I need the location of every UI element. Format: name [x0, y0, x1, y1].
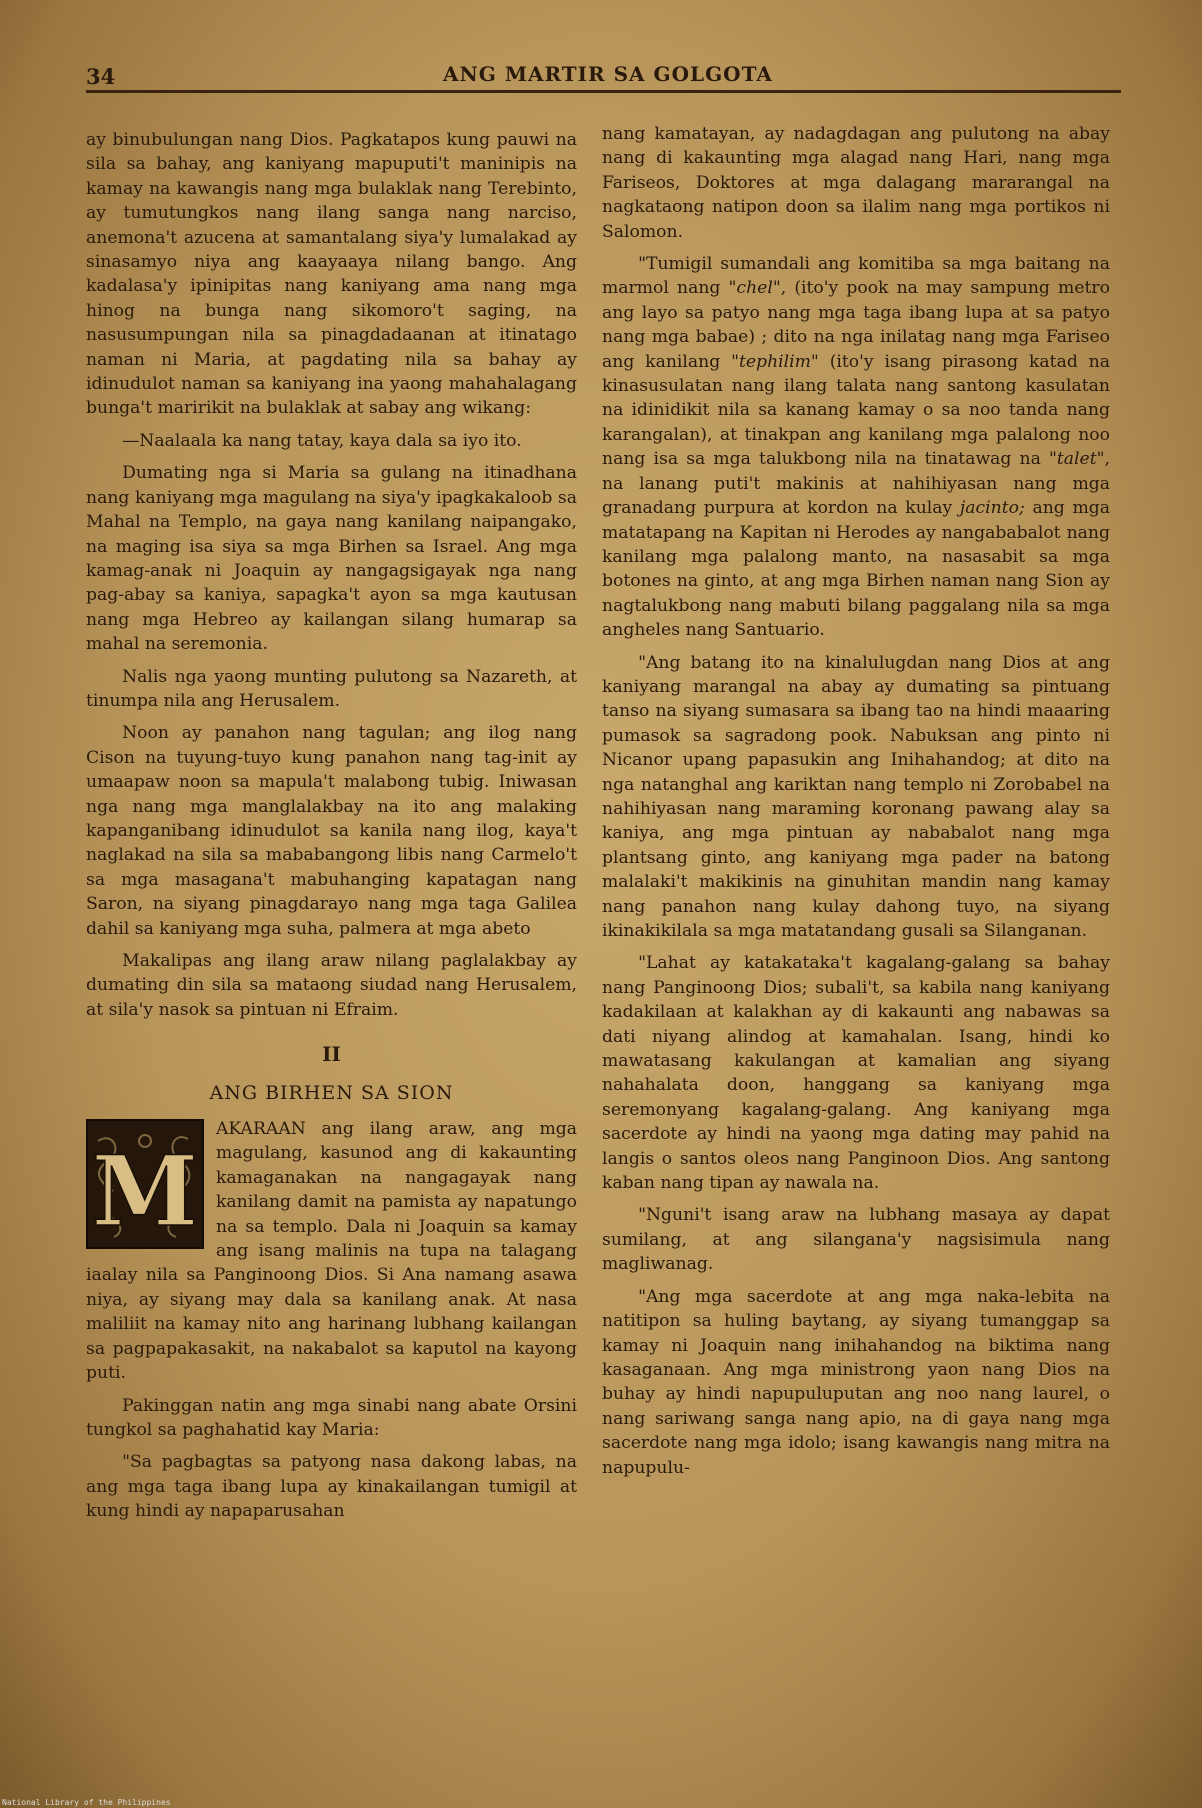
left-paragraph-4: Nalis nga yaong munting pulutong sa Nazareth, at tinumpa nila ang Herusalem.: [86, 666, 577, 711]
right-column: [602, 122, 1110, 1488]
left-paragraph-9: "Sa pagbagtas sa patyong nasa dakong labas, na ang mga taga ibang lupa ay kinakailangan tumigil at kung hindi ay napaparusahan: [86, 1452, 577, 1522]
left-column: [86, 128, 577, 1532]
left-paragraph-8: Pakinggan natin ang mga sinabi nang abate Orsini tungkol sa paghahatid kay Maria:: [86, 1395, 577, 1440]
left-paragraph-3: Dumating nga si Maria sa gulang na itinadhana nang kaniyang mga magulang na siya'y ipagkakaloob sa Mahal na Templo, na gaya nang kanilang naipangako, na maging isa siya sa mga Birhen sa Israel. Ang mga kamag-anak ni Joaquin ay nangagsigayak nga nang pag-abay sa kaniya, sapagka't ayon sa mga kautusan nang mga Hebreo ay kailangan silang humarap sa mahal na seremonia.: [86, 463, 577, 655]
text-run: , (ito'y pook na may sampung metro ang layo sa patyo nang mga taga ibang lupa at sa patyo nang mga babae) ; dito na nga inilatag nang mga Fariseo ang kanilang: [602, 278, 1110, 372]
term-chel: "chel": [728, 278, 781, 299]
left-paragraph-6: Makalipas ang ilang araw nilang paglalakbay ay dumating din sila sa mataong siudad nang Herusalem, at sila'y nasok sa pintuan ni Efraim.: [86, 951, 577, 1020]
left-paragraph-7: AKARAAN ang ilang araw, ang mga magulang, kasunod ang di kakaunting kamaganakan na nangagayak nang kanilang damit na pamista ay napatungo na sa templo. Dala ni Joaquin sa kamay ang isang malinis na tupa na talagang iaalay nila sa Panginoong Dios. Si Ana namang asawa niya, ay siyang may dala sa kanilang anak. At nasa maliliit na kamay nito ang harinang lubhang kailangan sa pagpapakasakit, na nakabalot sa kaputol na kayong puti.: [86, 1119, 577, 1384]
right-paragraph-1: nang kamatayan, ay nadagdagan ang pulutong na abay nang di kakaunting mga alagad nang Hari, nang mga Fariseos, Doktores at mga dalagang mararangal na nagkataong natipon doon sa ilalim nang mga portikos ni Salomon.: [602, 124, 1110, 242]
scan-credit: National Library of the Philippines: [2, 1798, 171, 1807]
right-paragraph-5: "Nguni't isang araw na lubhang masaya ay dapat sumilang, at ang silangana'y nagsisimula nang magliwanag.: [602, 1205, 1110, 1275]
right-paragraph-6: "Ang mga sacerdote at ang mga naka-lebita na natitipon sa huling baytang, ay siyang tumanggap sa kamay ni Joaquin nang inihahandog na biktima nang kasaganaan. Ang mga ministrong yaon nang Dios na buhay ay hindi napupuluputan ang noo nang laurel, o nang sariwang sanga nang apio, na di gaya nang mga sacerdote nang mga idolo; isang kawangis nang mitra na napupulu-: [602, 1286, 1110, 1478]
running-title: ANG MARTIR SA GOLGOTA: [443, 62, 773, 86]
page-number: 34: [86, 64, 116, 89]
svg-text:M: M: [91, 1135, 199, 1248]
text-run: , na lanang puti't makinis at nahihiyasan nang mga granadang purpura at kordon na kulay: [602, 449, 1110, 519]
ornamental-m-icon: [88, 1121, 202, 1247]
text-run: (ito'y isang pirasong katad na kinasusulatan nang ilang talata nang santong kasulatan na idinidikit nila sa kanang kamay o sa noo tanda nang karangalan), at tinakpan ang kanilang mga palalong noo nang isa sa mga talukbong nila na tinatawag na: [602, 351, 1110, 470]
term-talet: "talet": [1048, 449, 1105, 470]
section-number: II: [322, 1042, 341, 1067]
right-paragraph-2: [602, 252, 1110, 643]
term-jacinto: jacinto;: [959, 498, 1025, 519]
text-run: "Tumigil sumandali ang komitiba sa mga baitang na marmol nang: [602, 254, 1110, 299]
text-run: ang mga matatapang na Kapitan ni Herodes ay nangababalot nang kanilang mga palalong manto, na nasasabit sa mga botones na ginto, at ang mga Birhen naman nang Sion ay nagtalukbong nang mabuti bilang paggalang nila sa mga angheles nang Santuario.: [602, 498, 1111, 641]
left-paragraph-5: Noon ay panahon nang tagulan; ang ilog nang Cison na tuyung-tuyo kung panahon nang tag-init ay umaapaw noon sa mapula't malabong tubig. Iniwasan nga nang mga manglalakbay na ito ang malaking kapanganibang idinudulot sa kanila nang ilog, kaya't naglakad na sila sa mababangong libis nang Carmelo't sa mga masagana't mabuhanging kapatagan nang Saron, na siyang pinagdarayo nang mga taga Galilea dahil sa kaniyang mga suha, palmera at mga abeto: [86, 723, 577, 939]
section-title: ANG BIRHEN SA SION: [209, 1081, 454, 1104]
right-paragraph-3: "Ang batang ito na kinalulugdan nang Dios at ang kaniyang marangal na abay ay dumating sa pintuang tanso na siyang sumasara sa ibang tao na hindi maaaring pumasok sa sagradong pook. Nabuksan ang pinto ni Nicanor upang papasukin ang Inihahandog; at dito na nga natanghal ang kariktan nang templo ni Zorobabel na nahihiyasan nang maraming koronang pawang alay sa kaniya, ang mga pintuan ay nababalot nang mga plantsang ginto, ang kaniyang mga pader na batong malalaki't makikinis na ginuhitan mandin nang kamay nang panahon nang kulay dahong tuyo, na siyang ikinakikilala sa mga matatandang gusali sa Silanganan.: [602, 652, 1110, 941]
left-paragraph-2: —Naalaala ka nang tatay, kaya dala sa iyo ito.: [122, 430, 522, 451]
left-paragraph-1: ay binubulungan nang Dios. Pagkatapos kung pauwi na sila sa bahay, ang kaniyang mapuputi't maninipis na kamay na kawangis nang mga bulaklak nang Terebinto, ay tumutungkos nang ilang sanga nang narciso, anemona't azucena at samantalang siya'y lumalakad ay sinasamyo niya ang kaayaaya nilang bango. Ang kadalasa'y ipinipitas nang kaniyang ama nang mga hinog na bunga nang sikomoro't saging, na nasusumpungan nila sa pinagdadaanan at itinatago naman ni Maria, at pagdating nila sa bahay ay idinudulot naman sa kaniyang ina yaong mahahalagang bunga't maririkit na bulaklak at sabay ang wikang:: [86, 130, 577, 419]
term-tephilim: "tephilim": [731, 351, 819, 372]
header-rule: [86, 90, 1121, 93]
decorated-initial: [86, 1119, 204, 1249]
right-paragraph-4: "Lahat ay katakataka't kagalang-galang sa bahay nang Panginoong Dios; subali't, sa kabila nang kaniyang kadakilaan at kalakhan ay di kakaunti ang nabawas sa dati niyang alindog at kamahalan. Isang, hindi ko mawatasang kakulangan at kamalian ang siyang nahahalata doon, hanggang sa kaniyang mga seremonyang kagalang-galang. Ang kaniyang mga sacerdote ay hindi na yaong mga dating may pahid na langis o santos oleos nang Panginoon Dios. Ang santong kaban nang tipan ay nawala na.: [602, 953, 1110, 1194]
